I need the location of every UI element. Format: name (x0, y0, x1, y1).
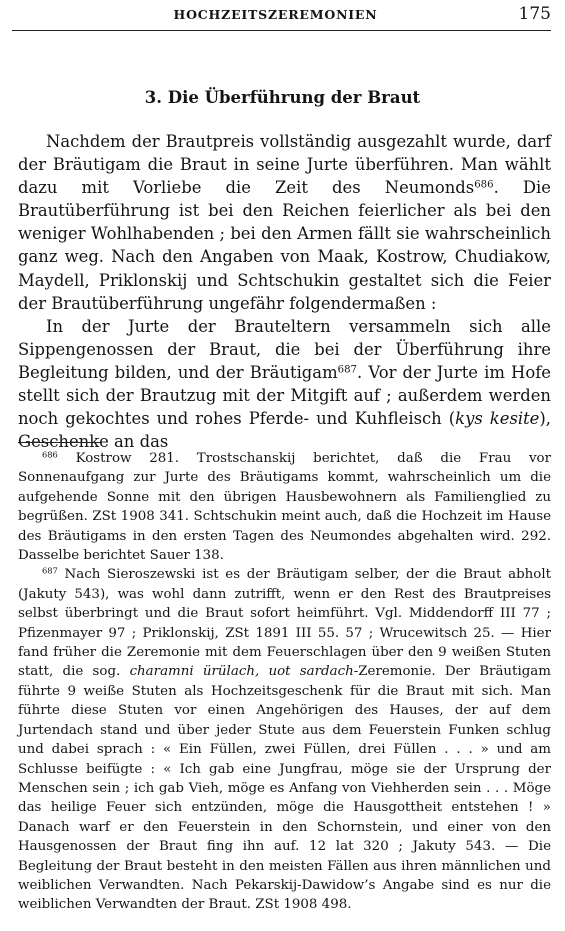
footnote-text: Kostrow 281. Trostschanskij berichtet, daß die Frau vor Sonnenaufgang zur Jurte des Bräutigams kommt, wahrscheinlich um die aufgehende Sonne mit den übrigen Hausbewohnern als Familienglied zu begrüßen. ZSt 1908 341. Schtschukin meint auch, daß die Hochzeit im Hause des Bräutigams in den ersten Tagen des Neumondes abgehalten wird. 292. Dasselbe berichtet Sauer 138. (18, 451, 551, 564)
footnote-rule (18, 442, 100, 443)
page-number: 175 (518, 4, 551, 24)
paragraph-text: . Die Brautüberführung ist bei den Reichen feierlicher als bei den weniger Wohlhabenden ; bei den Armen fällt sie wahrscheinlich ganz weg. Nach den Angaben von Maak, Kostrow, Chudiakow, Maydell, Priklonskij und Schtschukin gestaltet sich die Feier der Brautüberführung ungefähr folgendermaßen : (18, 178, 551, 313)
running-title: HOCHZEITSZEREMONIEN (173, 7, 378, 22)
footnote-text: -Zeremonie. Der Bräutigam führte 9 weiße Stuten als Hochzeitsgeschenk für die Braut mit sich. Man führte diese Stuten vor einen Angehörigen des Hauses, der auf dem Jurtendach stand und über jeder Stute aus dem Feuerstein Funken schlug und dabei sprach : « Ein Füllen, zwei Füllen, drei Füllen . . . » und am Schlusse beifügte : « Ich gab eine Jungfrau, möge sie der Ursprung der Menschen sein ; ich gab Vieh, möge es Anfang von Viehherden sein . . . Möge das heilige Feuer sich entzünden, möge die Hausgottheit entstehen ! » Danach warf er den Feuerstein in den Schornstein, und einer von den Hausgenossen der Braut fing ihn auf. 12 lat 320 ; Jakuty 543. — Die Begleitung der Braut besteht in den meisten Fällen aus ihren männlichen und weiblichen Verwandten. Nach Pekarskij-Dawidow’s Angabe sind es nur die weiblichen Verwandten der Braut. ZSt 1908 498. (18, 664, 551, 913)
running-head (0, 4, 551, 30)
footnote-ref: 687 (337, 364, 358, 376)
paragraph-text: Nachdem der Brautpreis vollständig ausgezahlt wurde, darf der Bräutigam die Braut in seine Jurte überführen. Man wählt dazu mit Vorliebe die Zeit des Neumonds (18, 132, 551, 198)
footnote-686 (18, 449, 551, 565)
header-rule (12, 30, 551, 31)
paragraph-text: In der Jurte der Brauteltern versammeln sich alle Sippengenossen der Braut, die bei der Überführung ihre Begleitung bilden, und der Bräutigam (18, 316, 551, 382)
italic-term: kys kesite (455, 409, 540, 429)
footnote-687 (18, 565, 551, 914)
footnotes (18, 449, 551, 915)
paragraph-2 (18, 315, 551, 454)
footnote-text: Nach Sieroszewski ist es der Bräutigam selber, der die Braut abholt (Jakuty 543), was wohl dann zutrifft, wenn er den Rest des Brautpreises selbst überbringt und die Braut sofort heimführt. Vgl. Middendorff III 77 ; Pfizenmayer 97 ; Priklonskij, ZSt 1891 III 55. 57 ; Wrucewitsch 25. — Hier fand früher die Zeremonie mit dem Feuerschlagen über den 9 weißen Stuten statt, die sog. (18, 567, 551, 680)
section-heading: 3. Die Überführung der Braut (144, 88, 421, 107)
paragraph-text: . Vor der Jurte im Hofe stellt sich der Brautzug mit der Mitgift auf ; außerdem werden noch gekochtes und rohes Pferde- und Kuhfleisch ( (18, 362, 551, 429)
italic-term: charamni ürülach, uot sardach (129, 664, 354, 680)
paragraph-1 (18, 130, 551, 315)
footnote-ref: 686 (474, 179, 494, 191)
footnote-number: 686 (42, 449, 58, 460)
paragraph-text: ), Geschenke an das (18, 409, 551, 452)
body-text (18, 130, 551, 453)
footnote-number: 687 (42, 565, 58, 576)
